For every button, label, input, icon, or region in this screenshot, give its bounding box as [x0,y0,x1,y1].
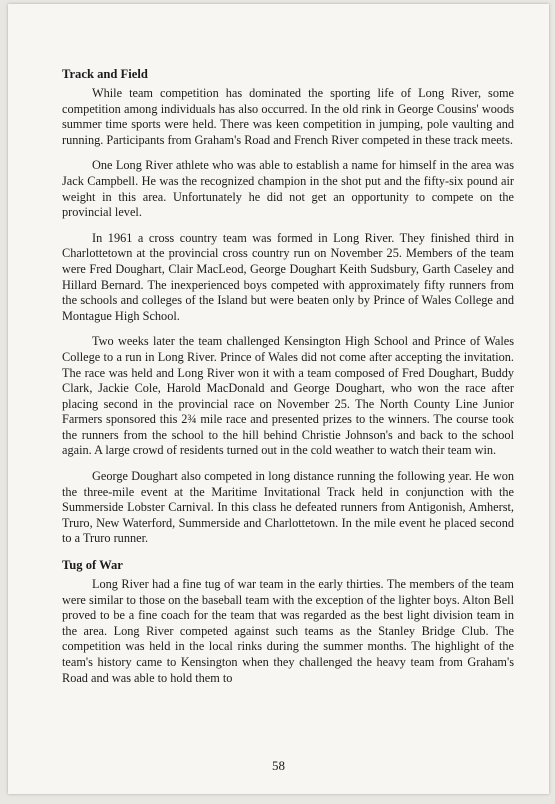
paragraph: In 1961 a cross country team was formed in Long River. They finished third in Charlottetown at the provincial cross country run on November 25. Members of the team were Fred Doughart, Clair MacLeod, George Doughart Keith Sudsbury, Garth Caseley and Hillard Bernard. The inexperienced boys competed with approximately fifty runners from the schools and colleges of the Island but were beaten only by Prince of Wales College and Montague High School. [62,230,514,323]
paragraph: One Long River athlete who was able to establish a name for himself in the area was Jack Campbell. He was the recognized champion in the shot put and the fifty-six pound air weight in this area. Unfortunately he did not get an opportunity to compete on the provincial level. [62,158,514,220]
page-number: 58 [272,758,285,773]
section-heading-tug-of-war: Tug of War [62,558,123,573]
document-page [8,4,549,794]
paragraph: Two weeks later the team challenged Kensington High School and Prince of Wales College to a run in Long River. Prince of Wales did not come after accepting the invitation. The race was held and Long River won it with a team composed of Fred Doughart, Buddy Clark, Jackie Cole, Harold MacDonald and George Doughart, who won the race after placing second in the provincial race on November 25. The North County Line Junior Farmers sponsored this 2¾ mile race and presented prizes to the winners. The course took the runners from the school to the hill behind Christie Johnson's and back to the school again. A large crowd of residents turned out in the cold weather to watch their team win. [62,334,514,458]
paragraph: George Doughart also competed in long distance running the following year. He won the three-mile event at the Maritime Invitational Track held in conjunction with the Summerside Lobster Carnival. In this class he defeated runners from Antigonish, Amherst, Truro, New Waterford, Summerside and Charlottetown. In the mile event he placed second to a Truro runner. [62,469,514,546]
paragraph: While team competition has dominated the sporting life of Long River, some competition among individuals has also occurred. In the old rink in George Cousins' woods summer time sports were held. There was keen competition in jumping, pole vaulting and running. Participants from Graham's Road and French River competed in these track meets. [62,86,514,147]
page-content [62,66,514,686]
paragraph: Long River had a fine tug of war team in the early thirties. The members of the team were similar to those on the baseball team with the exception of the lighter boys. Alton Bell proved to be a fine coach for the team that was regarded as the best light division team in the area. Long River competed against such teams as the Stanley Bridge Club. The competition was held in the local rinks during the summer months. The highlight of the team's history came to Kensington when they challenged the heavy team from Graham's Road and was able to hold them to [62,577,514,685]
section-heading-track-and-field: Track and Field [62,67,148,81]
